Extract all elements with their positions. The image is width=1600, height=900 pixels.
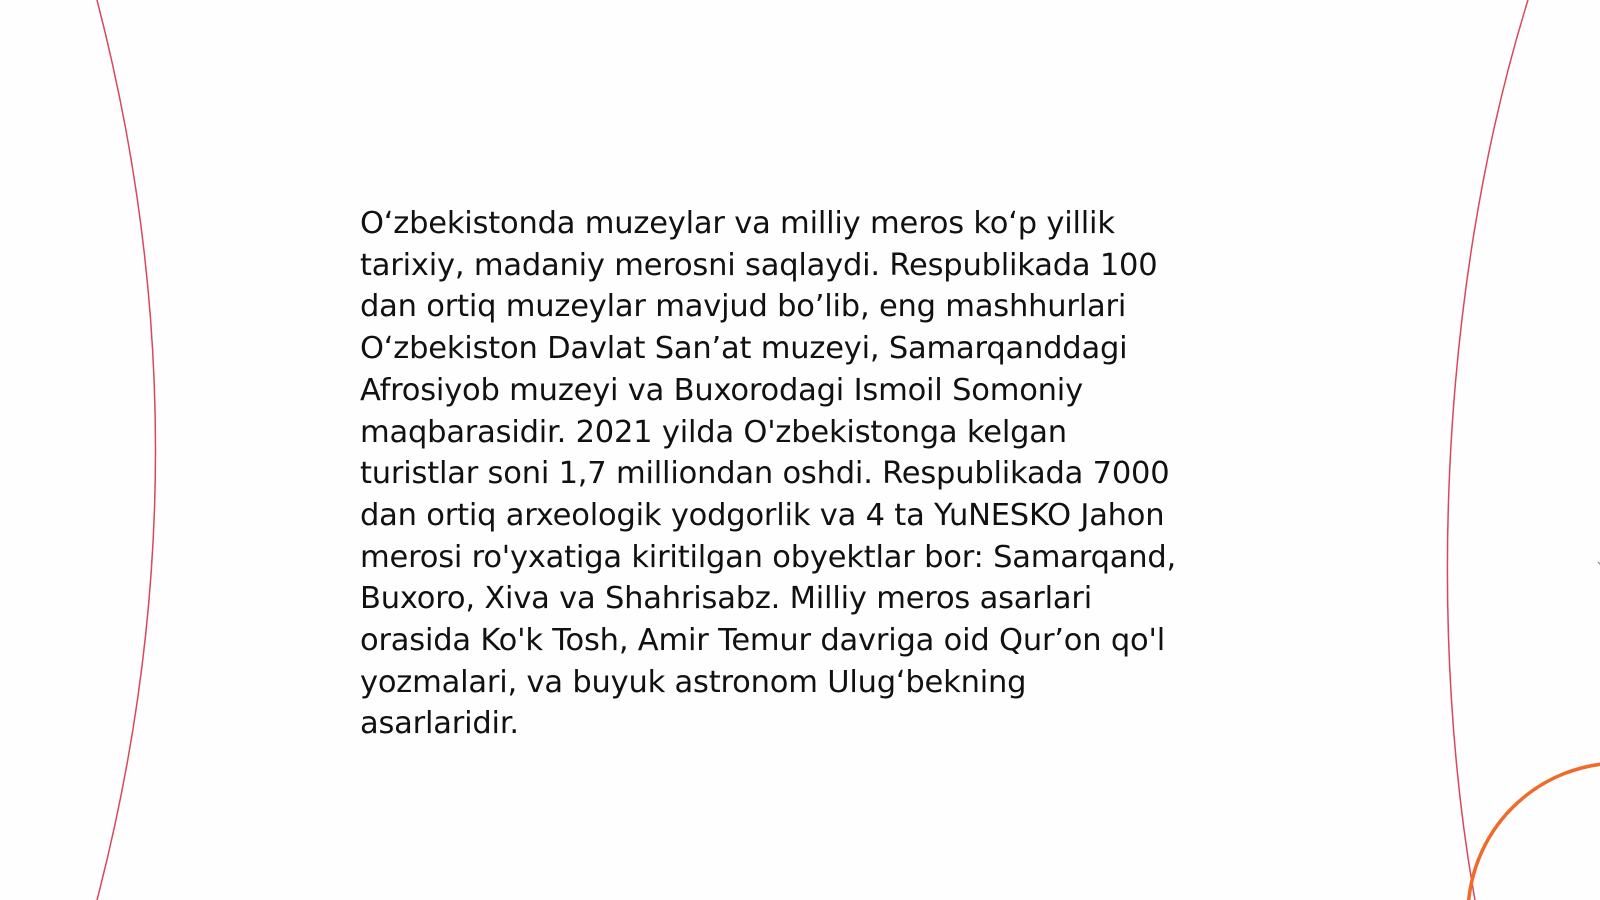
orange-arc bbox=[1468, 763, 1600, 900]
body-paragraph: O‘zbekistonda muzeylar va milliy meros ko‘p yillik tarixiy, madaniy merosni saqlaydi. Respublikada 100 dan ortiq muzeylar mavjud bo’lib, eng mashhurlari O‘zbekiston Davlat San’at muzeyi, Samarqanddagi Afrosiyob muzeyi va Buxorodagi Ismoil Somoniy maqbarasidir. 2021 yilda O'zbekistonga kelgan turistlar soni 1,7 milliondan oshdi. Respublikada 7000 dan ortiq arxeologik yodgorlik va 4 ta YuNESKO Jahon merosi ro'yxatiga kiritilgan obyektlar bor: Samarqand, Buxoro, Xiva va Shahrisabz. Milliy meros asarlari orasida Ko'k Tosh, Amir Temur davriga oid Qur’on qo'l yozmalari, va buyuk astronom Ulug‘bekning asarlaridir. bbox=[360, 206, 1177, 742]
right-curve-line bbox=[1447, 0, 1528, 900]
left-curve-line bbox=[97, 0, 156, 900]
